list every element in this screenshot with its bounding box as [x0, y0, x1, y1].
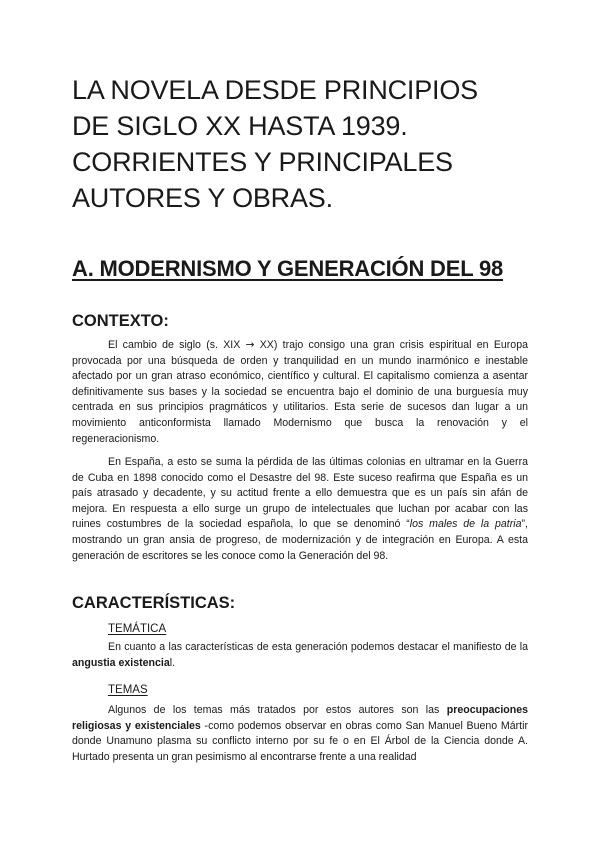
tematica-heading: TEMÁTICA	[108, 623, 167, 635]
tematica-text-2: l.	[169, 656, 176, 669]
temas-text-2: -como podemos observar en obras como San Manuel Bueno Mártir donde Unamuno plasma su conflicto interno por su fe o en El Árbol de la Ciencia donde A. Hurtado presenta un gran pesimismo al encontrarse frente a una realidad	[72, 719, 528, 763]
title-line-4: AUTORES Y OBRAS.	[72, 183, 333, 213]
contexto-paragraph-2	[72, 455, 528, 564]
temas-paragraph	[72, 703, 528, 765]
tematica-paragraph	[72, 640, 528, 671]
section-heading: A. MODERNISMO Y GENERACIÓN DEL 98	[72, 256, 504, 281]
temas-bold: preocupaciones religiosas y existenciales	[72, 704, 528, 732]
title-line-2: DE SIGLO XX HASTA 1939.	[72, 111, 408, 141]
title-line-3: CORRIENTES Y PRINCIPALES	[72, 147, 453, 177]
caracteristicas-heading: CARACTERÍSTICAS:	[72, 594, 236, 612]
contexto-p1-text-1: El cambio de siglo (s. XIX	[108, 339, 246, 351]
temas-heading: TEMAS	[108, 684, 148, 696]
title-line-1: LA NOVELA DESDE PRINCIPIOS	[72, 75, 478, 105]
contexto-p2-text-1: En España, a esto se suma la pérdida de las últimas colonias en ultramar en la Guerra de Cuba en 1898 conocido como el Desastre del 98. Este suceso reafirma que España es un país atrasado y decadente, y su actitud frente a ello demuestra que es un país sin afán de mejora. En respuesta a ello surge un grupo de intelectuales que luchan por acabar con las ruines costumbres de la sociedad española, lo que se denominó “	[72, 456, 528, 531]
contexto-p2-text-2: ”, mostrando un gran ansia de progreso, de modernización y de integración en Europa. A esta generación de escritores se les conoce como la Generación del 98.	[72, 518, 528, 562]
contexto-paragraph-1	[72, 338, 528, 447]
tematica-bold: angustia existencia	[72, 656, 170, 669]
contexto-p1-text-2: XX) trajo consigo una gran crisis espiritual en Europa provocada por una búsqueda de orden y tranquilidad en un mundo inarmónico e inestable afectado por un gran atraso económico, científico y cultural. El capitalismo comienza a asentar definitivamente sus bases y la sociedad se encuentra bajo el dominio de una burguesía muy centrada en sus principios pragmáticos y utilitarios. Esta serie de sucesos dan lugar a un movimiento anticonformista llamado Modernismo que busca la renovación y el regeneracionismo.	[72, 339, 528, 445]
temas-text-1: Algunos de los temas más tratados por estos autores son las	[108, 704, 447, 716]
arrow-glyph: →	[245, 339, 255, 351]
tematica-text-1: En cuanto a las características de esta generación podemos destacar el manifiesto de la	[108, 641, 528, 653]
contexto-p2-italic: los males de la patria	[409, 518, 522, 531]
contexto-heading: CONTEXTO:	[72, 312, 169, 330]
document-title	[72, 72, 542, 216]
